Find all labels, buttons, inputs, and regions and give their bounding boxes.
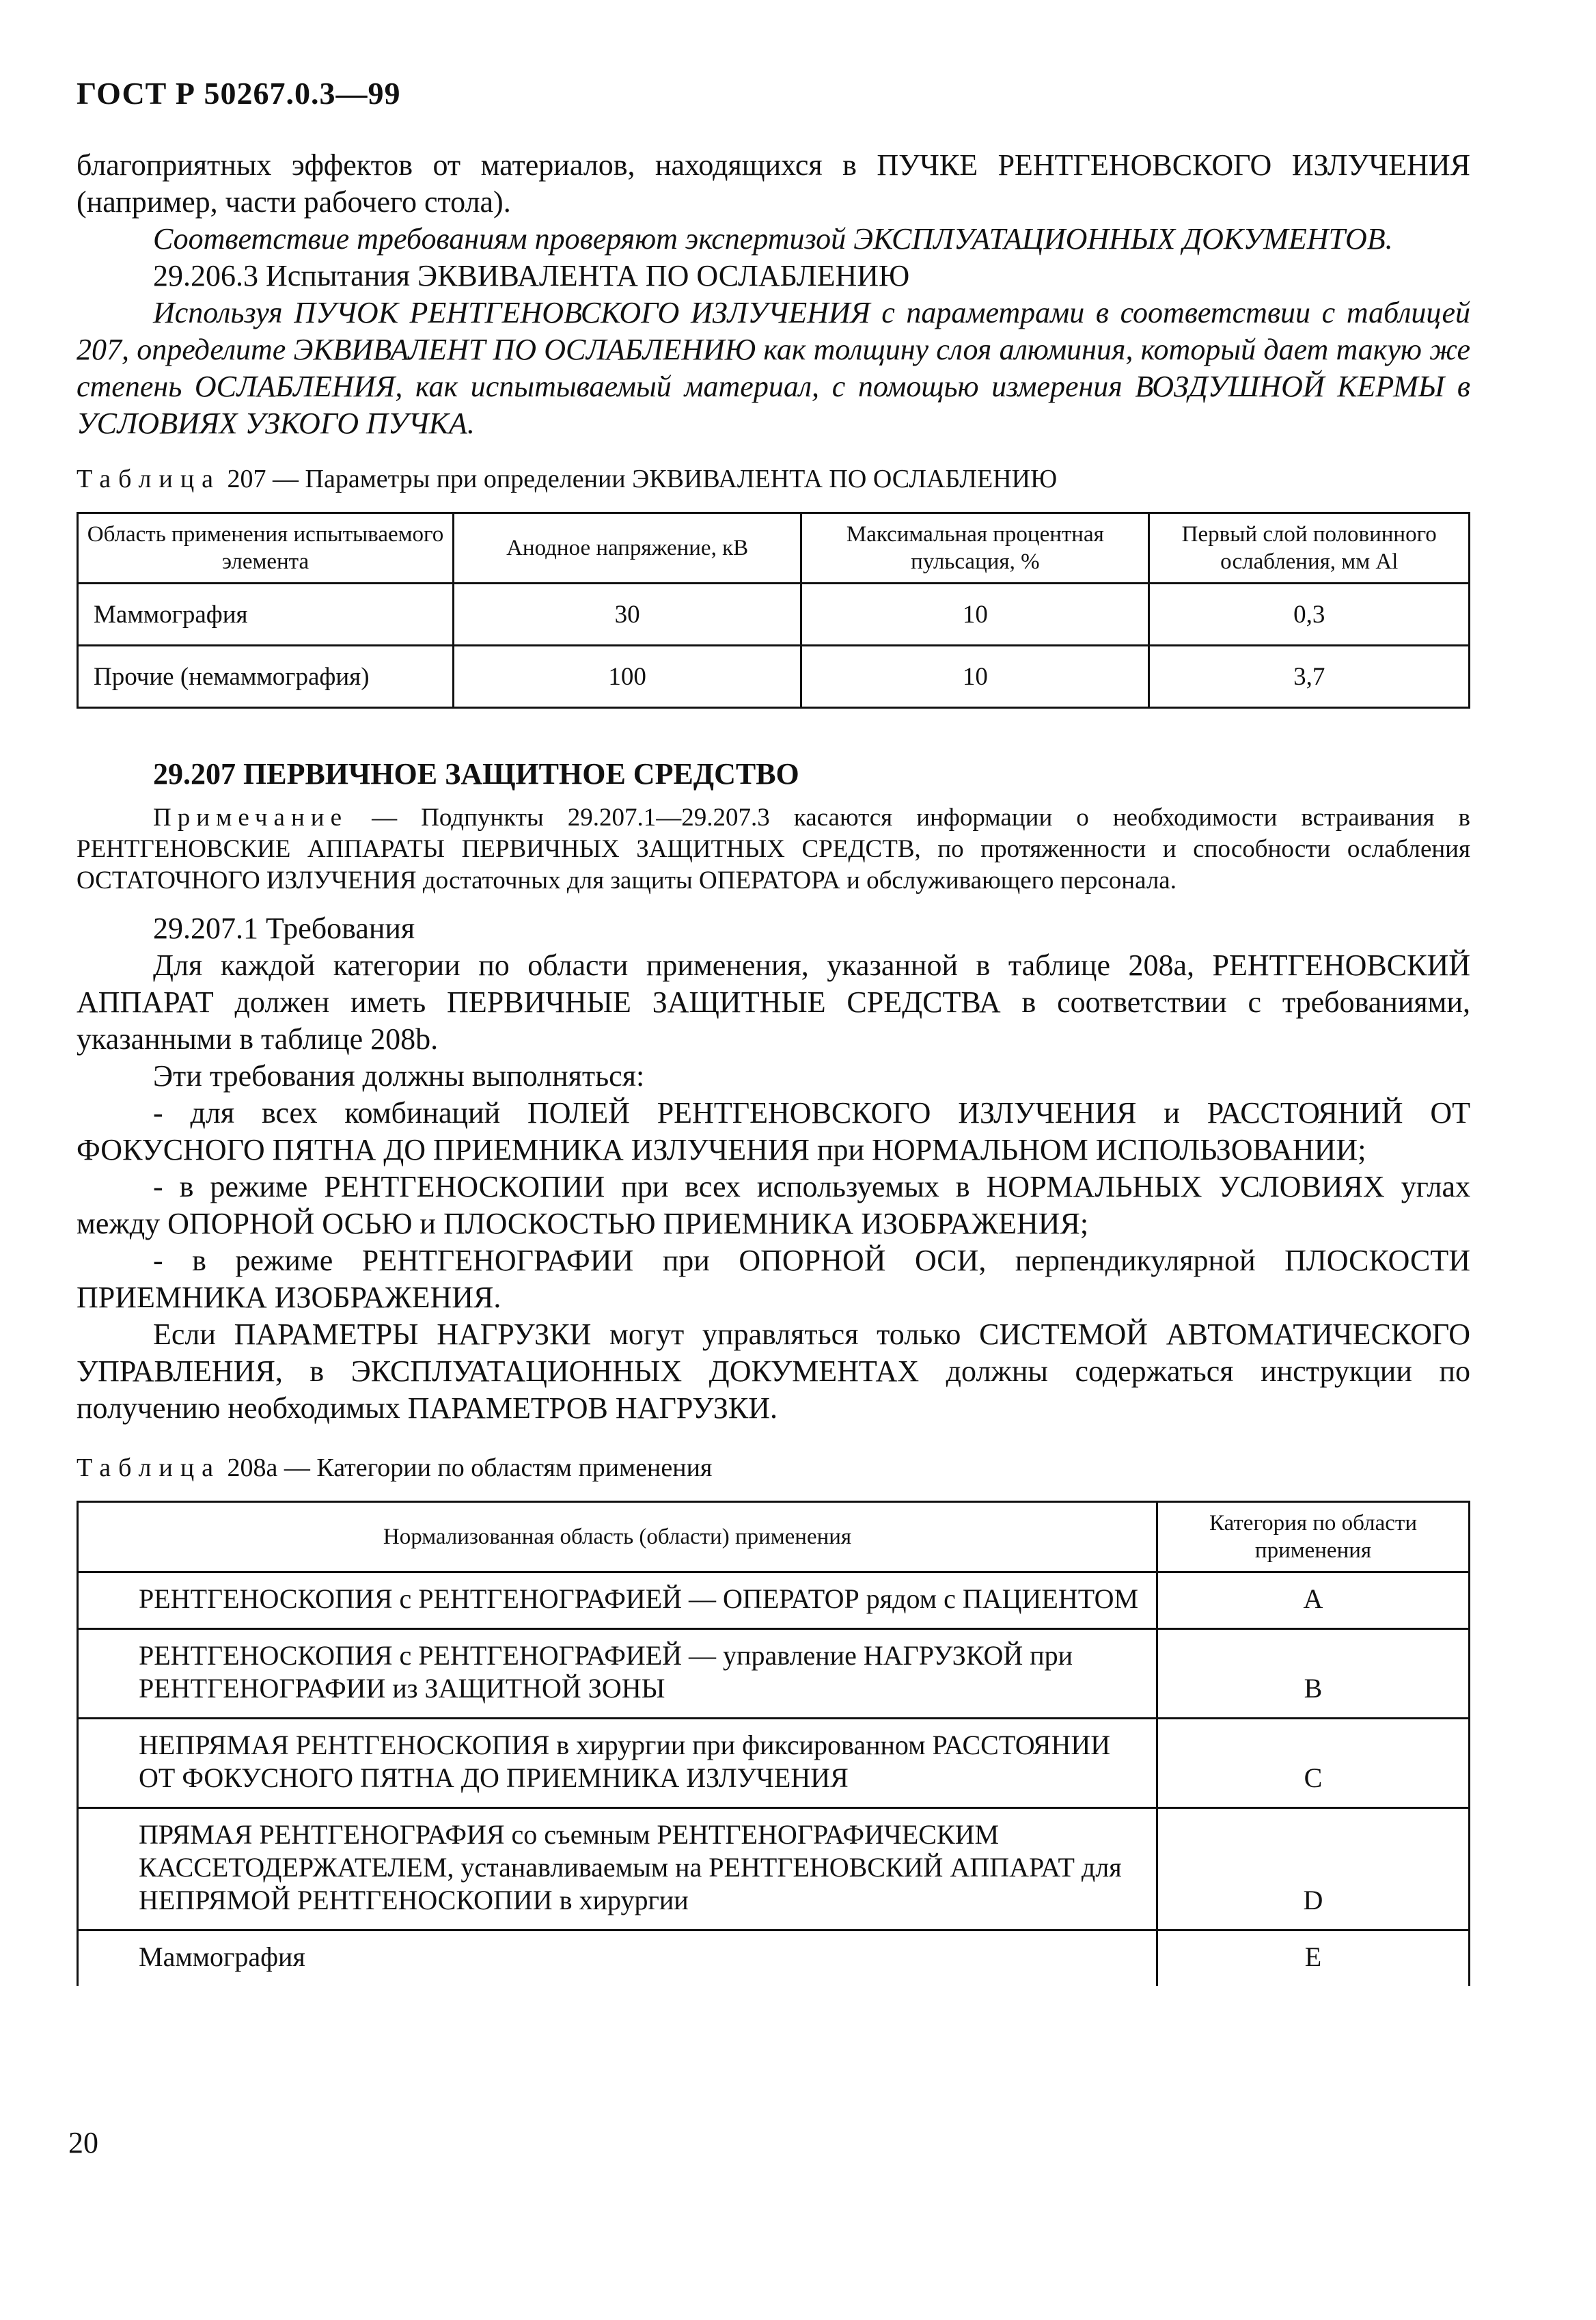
table-cell: 10 <box>801 584 1149 646</box>
note-paragraph <box>77 802 1470 897</box>
table-row <box>78 1572 1470 1629</box>
table-cell: РЕНТГЕНОСКОПИЯ с РЕНТГЕНОГРАФИЕЙ — ОПЕРАТОР рядом с ПАЦИЕНТОМ <box>78 1572 1157 1629</box>
table-cell: 100 <box>453 646 801 708</box>
paragraph-test-method: Используя ПУЧОК РЕНТГЕНОВСКОГО ИЗЛУЧЕНИЯ с параметрами в соответствии с таблицей 207, определите ЭКВИВАЛЕНТ ПО ОСЛАБЛЕНИЮ как толщину слоя алюминия, который дает такую же степень ОСЛАБЛЕНИЯ, как испытываемый материал, с помощью измерения ВОЗДУШНОЙ КЕРМЫ в УСЛОВИЯХ УЗКОГО ПУЧКА. <box>77 296 1470 440</box>
table-header-row <box>78 513 1470 584</box>
table-caption-word: Таблица <box>77 1454 221 1482</box>
paragraph-continuation: благоприятных эффектов от материалов, находящихся в ПУЧКЕ РЕНТГЕНОВСКОГО ИЗЛУЧЕНИЯ (например, части рабочего стола). <box>77 148 1470 219</box>
table-caption-word: Таблица <box>77 465 221 493</box>
table-header-cell: Первый слой половинного ослабления, мм Al <box>1149 513 1470 584</box>
table-header-cell: Область применения испытываемого элемента <box>78 513 454 584</box>
table-207 <box>77 512 1470 709</box>
list-item: - в режиме РЕНТГЕНОГРАФИИ при ОПОРНОЙ ОСИ, перпендикулярной ПЛОСКОСТИ ПРИЕМНИКА ИЗОБРАЖЕНИЯ. <box>77 1244 1470 1314</box>
list-item: - в режиме РЕНТГЕНОСКОПИИ при всех используемых в НОРМАЛЬНЫХ УСЛОВИЯХ углах между ОПОРНОЙ ОСЬЮ и ПЛОСКОСТЬЮ ПРИЕМНИКА ИЗОБРАЖЕНИЯ; <box>77 1170 1470 1240</box>
table-cell: 0,3 <box>1149 584 1470 646</box>
table-row <box>78 1930 1470 1987</box>
section-title-29-207: 29.207 ПЕРВИЧНОЕ ЗАЩИТНОЕ СРЕДСТВО <box>153 757 799 791</box>
table-207-caption <box>77 463 1470 495</box>
page-number: 20 <box>68 2126 98 2159</box>
table-header-cell: Нормализованная область (области) применения <box>78 1502 1157 1572</box>
table-cell: E <box>1157 1930 1470 1987</box>
paragraph-load-parameters: Если ПАРАМЕТРЫ НАГРУЗКИ могут управляться только СИСТЕМОЙ АВТОМАТИЧЕСКОГО УПРАВЛЕНИЯ, в ЭКСПЛУАТАЦИОННЫХ ДОКУМЕНТАХ должны содержаться инструкции по получению необходимых ПАРАМЕТРОВ НАГРУЗКИ. <box>77 1318 1470 1425</box>
table-cell: Прочие (немаммография) <box>78 646 454 708</box>
table-cell: A <box>1157 1572 1470 1629</box>
table-row <box>78 1719 1470 1808</box>
table-cell: РЕНТГЕНОСКОПИЯ с РЕНТГЕНОГРАФИЕЙ — управление НАГРУЗКОЙ при РЕНТГЕНОГРАФИИ из ЗАЩИТНОЙ ЗОНЫ <box>78 1629 1157 1719</box>
table-cell: Маммография <box>78 1930 1157 1987</box>
table-cell: 3,7 <box>1149 646 1470 708</box>
document-header: ГОСТ Р 50267.0.3—99 <box>77 76 401 111</box>
table-cell: 30 <box>453 584 801 646</box>
table-cell: 10 <box>801 646 1149 708</box>
table-header-row <box>78 1502 1470 1572</box>
subsection-title-29-206-3: 29.206.3 Испытания ЭКВИВАЛЕНТА ПО ОСЛАБЛЕНИЮ <box>153 259 910 292</box>
table-208a <box>77 1501 1470 1986</box>
table-cell: Маммография <box>78 584 454 646</box>
table-cell: ПРЯМАЯ РЕНТГЕНОГРАФИЯ со съемным РЕНТГЕНОГРАФИЧЕСКИМ КАССЕТОДЕРЖАТЕЛЕМ, устанавливаемым на РЕНТГЕНОВСКИЙ АППАРАТ для НЕПРЯМОЙ РЕНТГЕНОСКОПИИ в хирургии <box>78 1808 1157 1930</box>
table-header-cell: Максимальная процентная пульсация, % <box>801 513 1149 584</box>
table-caption-text: 207 — Параметры при определении ЭКВИВАЛЕНТА ПО ОСЛАБЛЕНИЮ <box>227 465 1058 493</box>
list-item: - для всех комбинаций ПОЛЕЙ РЕНТГЕНОВСКОГО ИЗЛУЧЕНИЯ и РАССТОЯНИЙ ОТ ФОКУСНОГО ПЯТНА ДО ПРИЕМНИКА ИЗЛУЧЕНИЯ при НОРМАЛЬНОМ ИСПОЛЬЗОВАНИИ; <box>77 1096 1470 1166</box>
table-208a-caption <box>77 1451 1470 1484</box>
subsection-title-29-207-1: 29.207.1 Требования <box>153 912 415 945</box>
table-row <box>78 1808 1470 1930</box>
table-cell: C <box>1157 1719 1470 1808</box>
note-word: Примечание <box>153 804 348 832</box>
table-header-cell: Анодное напряжение, кВ <box>453 513 801 584</box>
document-page <box>77 75 1470 1986</box>
paragraph-requirements: Для каждой категории по области применения, указанной в таблице 208а, РЕНТГЕНОВСКИЙ АППАРАТ должен иметь ПЕРВИЧНЫЕ ЗАЩИТНЫЕ СРЕДСТВА в соответствии с требованиями, указанными в таблице 208b. <box>77 949 1470 1056</box>
table-header-cell: Категория по области применения <box>1157 1502 1470 1572</box>
table-cell: НЕПРЯМАЯ РЕНТГЕНОСКОПИЯ в хирургии при фиксированном РАССТОЯНИИ ОТ ФОКУСНОГО ПЯТНА ДО ПРИЕМНИКА ИЗЛУЧЕНИЯ <box>78 1719 1157 1808</box>
paragraph-compliance: Соответствие требованиям проверяют экспертизой ЭКСПЛУАТАЦИОННЫХ ДОКУМЕНТОВ. <box>153 222 1393 256</box>
table-row <box>78 646 1470 708</box>
table-cell: B <box>1157 1629 1470 1719</box>
table-row <box>78 1629 1470 1719</box>
paragraph-requirements-intro: Эти требования должны выполняться: <box>153 1059 645 1093</box>
table-row <box>78 584 1470 646</box>
table-caption-text: 208а — Категории по областям применения <box>227 1454 713 1482</box>
note-text: — Подпункты 29.207.1—29.207.3 касаются информации о необходимости встраивания в РЕНТГЕНОВСКИЕ АППАРАТЫ ПЕРВИЧНЫХ ЗАЩИТНЫХ СРЕДСТВ, по протяженности и способности ослабления ОСТАТОЧНОГО ИЗЛУЧЕНИЯ достаточных для защиты ОПЕРАТОРА и обслуживающего персонала. <box>77 804 1471 895</box>
table-cell: D <box>1157 1808 1470 1930</box>
